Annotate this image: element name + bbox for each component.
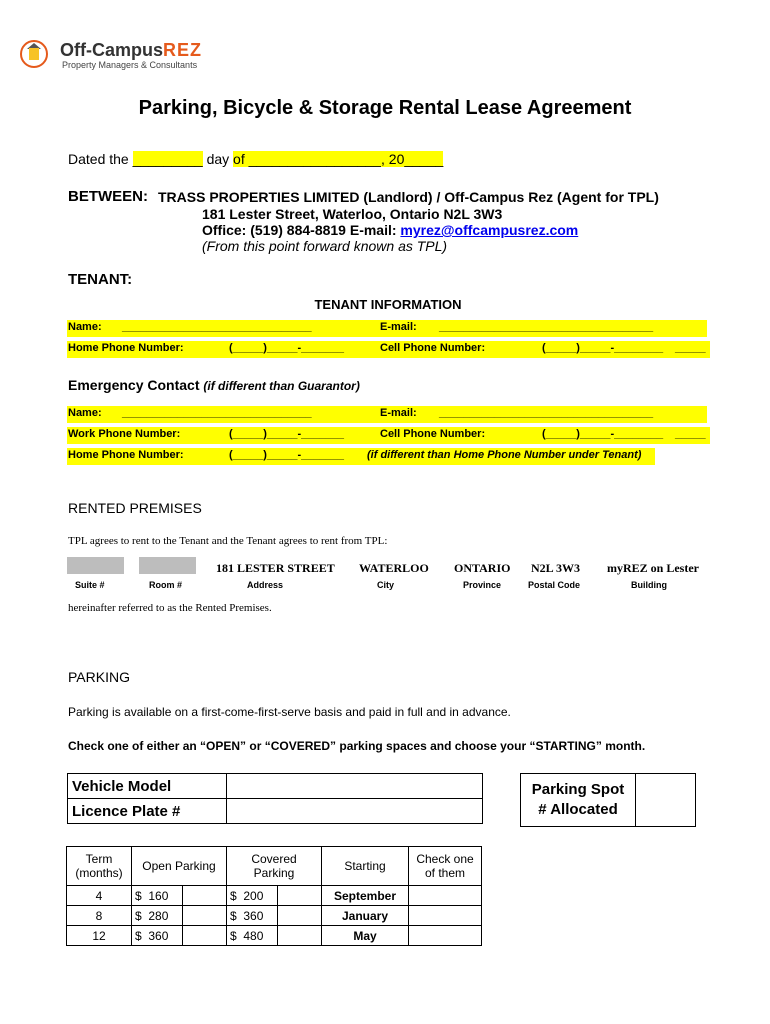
- premises-address: 181 LESTER STREET: [216, 561, 335, 575]
- document-title: Parking, Bicycle & Storage Rental Lease Agreement: [138, 97, 632, 119]
- header-starting: Starting: [322, 847, 409, 886]
- parking-rates-table: [66, 846, 482, 946]
- emergency-cell-phone-label: Cell Phone Number:: [380, 428, 486, 440]
- between-line4: (From this point forward known as TPL): [202, 238, 448, 254]
- tenant-cell-phone-label: Cell Phone Number:: [380, 342, 486, 354]
- table-row: 12 $ 360 $ 480 May: [67, 926, 482, 946]
- logo-brand: [60, 40, 202, 61]
- emergency-work-phone-label: Work Phone Number:: [68, 428, 181, 440]
- label-city: City: [377, 580, 395, 590]
- parking-spot-label: Parking Spot # Allocated: [521, 774, 636, 827]
- between-line3: Office: (519) 884-8819 E-mail: myrez@offcampusrez.com: [202, 222, 579, 238]
- tenant-email-label: E-mail:: [380, 321, 417, 333]
- vehicle-model-field[interactable]: [227, 774, 483, 799]
- licence-plate-field[interactable]: [227, 799, 483, 824]
- tenant-row-name: [67, 320, 707, 337]
- emergency-row-home: [67, 448, 655, 465]
- label-room: Room #: [149, 580, 183, 590]
- emergency-home-phone-label: Home Phone Number:: [68, 449, 184, 461]
- tenant-heading: TENANT:: [68, 271, 133, 288]
- vehicle-table: [67, 773, 483, 824]
- parking-spot-table: [520, 773, 696, 827]
- check-cell[interactable]: [409, 926, 482, 946]
- table-row: 4 $ 160 $ 200 September: [67, 886, 482, 906]
- parking-paragraph-1: Parking is available on a first-come-first-serve basis and paid in full and in advance.: [68, 705, 511, 719]
- covered-check-cell[interactable]: [277, 886, 321, 906]
- label-postal: Postal Code: [528, 580, 581, 590]
- header-term: Term (months): [67, 847, 132, 886]
- header-open: Open Parking: [132, 847, 227, 886]
- emergency-row-name: [67, 406, 707, 423]
- tenant-email-field[interactable]: ___________________________________: [439, 321, 654, 333]
- parking-rates-header: [67, 847, 482, 886]
- tenant-info-heading: TENANT INFORMATION: [314, 297, 462, 312]
- suite-field[interactable]: [67, 557, 124, 574]
- emergency-name-field[interactable]: _______________________________: [122, 407, 312, 419]
- premises-heading: RENTED PREMISES: [68, 500, 202, 516]
- room-field[interactable]: [139, 557, 196, 574]
- open-check-cell[interactable]: [182, 926, 226, 946]
- vehicle-model-label: Vehicle Model: [68, 774, 227, 799]
- emergency-heading: Emergency Contact (if different than Guarantor): [68, 377, 360, 393]
- covered-check-cell[interactable]: [277, 906, 321, 926]
- emergency-name-label: Name:: [68, 407, 102, 419]
- table-row: 8 $ 280 $ 360 January: [67, 906, 482, 926]
- between-label: BETWEEN:: [68, 188, 148, 205]
- dated-line: Dated the _________ day of _________________, 20_____: [68, 151, 444, 167]
- emergency-cell-phone-field[interactable]: (_____)_____-________: [542, 428, 664, 440]
- tenant-row-phone: [67, 341, 710, 358]
- tenant-name-label: Name:: [68, 321, 102, 333]
- emergency-work-phone-field[interactable]: (_____)_____-_______: [229, 428, 344, 440]
- premises-building: myREZ on Lester: [607, 561, 699, 575]
- licence-plate-label: Licence Plate #: [68, 799, 227, 824]
- email-link[interactable]: myrez@offcampusrez.com: [400, 222, 579, 238]
- label-building: Building: [631, 580, 667, 590]
- header-check: Check one of them: [409, 847, 482, 886]
- parking-paragraph-2: Check one of either an “OPEN” or “COVERED” parking spaces and choose your “STARTING” month.: [68, 739, 646, 753]
- premises-city: WATERLOO: [359, 561, 429, 575]
- parking-heading: PARKING: [68, 669, 130, 685]
- emergency-home-phone-field[interactable]: (_____)_____-_______: [229, 449, 344, 461]
- tenant-home-phone-label: Home Phone Number:: [68, 342, 184, 354]
- label-suite: Suite #: [75, 580, 105, 590]
- vehicle-model-row: [68, 774, 483, 799]
- emergency-email-label: E-mail:: [380, 407, 417, 419]
- emergency-row-work: [67, 427, 710, 444]
- open-check-cell[interactable]: [182, 906, 226, 926]
- logo-brand-accent: REZ: [163, 40, 202, 60]
- premises-postal: N2L 3W3: [531, 561, 581, 575]
- logo-brand-text: Off-Campus: [60, 40, 163, 60]
- emergency-email-field[interactable]: ___________________________________: [439, 407, 654, 419]
- premises-intro: TPL agrees to rent to the Tenant and the Tenant agrees to rent from TPL:: [68, 535, 388, 547]
- between-line2: 181 Lester Street, Waterloo, Ontario N2L 3W3: [202, 206, 503, 222]
- emergency-cell-trail: _____: [675, 428, 706, 440]
- emergency-home-note: (if different than Home Phone Number under Tenant): [367, 449, 642, 461]
- logo-tagline: Property Managers & Consultants: [62, 60, 198, 70]
- tenant-name-field[interactable]: _______________________________: [122, 321, 312, 333]
- tenant-cell-phone-field[interactable]: (_____)_____-________: [542, 342, 664, 354]
- logo-icon: [20, 40, 48, 68]
- between-line1: TRASS PROPERTIES LIMITED (Landlord) / Off-Campus Rez (Agent for TPL): [158, 189, 659, 205]
- licence-plate-row: [68, 799, 483, 824]
- covered-check-cell[interactable]: [277, 926, 321, 946]
- open-check-cell[interactable]: [182, 886, 226, 906]
- premises-province: ONTARIO: [454, 561, 511, 575]
- parking-spot-field[interactable]: [636, 774, 696, 827]
- label-address: Address: [247, 580, 284, 590]
- tenant-home-phone-field[interactable]: (_____)_____-_______: [229, 342, 344, 354]
- check-cell[interactable]: [409, 906, 482, 926]
- premises-footer: hereinafter referred to as the Rented Premises.: [68, 602, 272, 614]
- tenant-cell-trail: _____: [675, 342, 706, 354]
- header-covered: Covered Parking: [227, 847, 322, 886]
- label-province: Province: [463, 580, 502, 590]
- check-cell[interactable]: [409, 886, 482, 906]
